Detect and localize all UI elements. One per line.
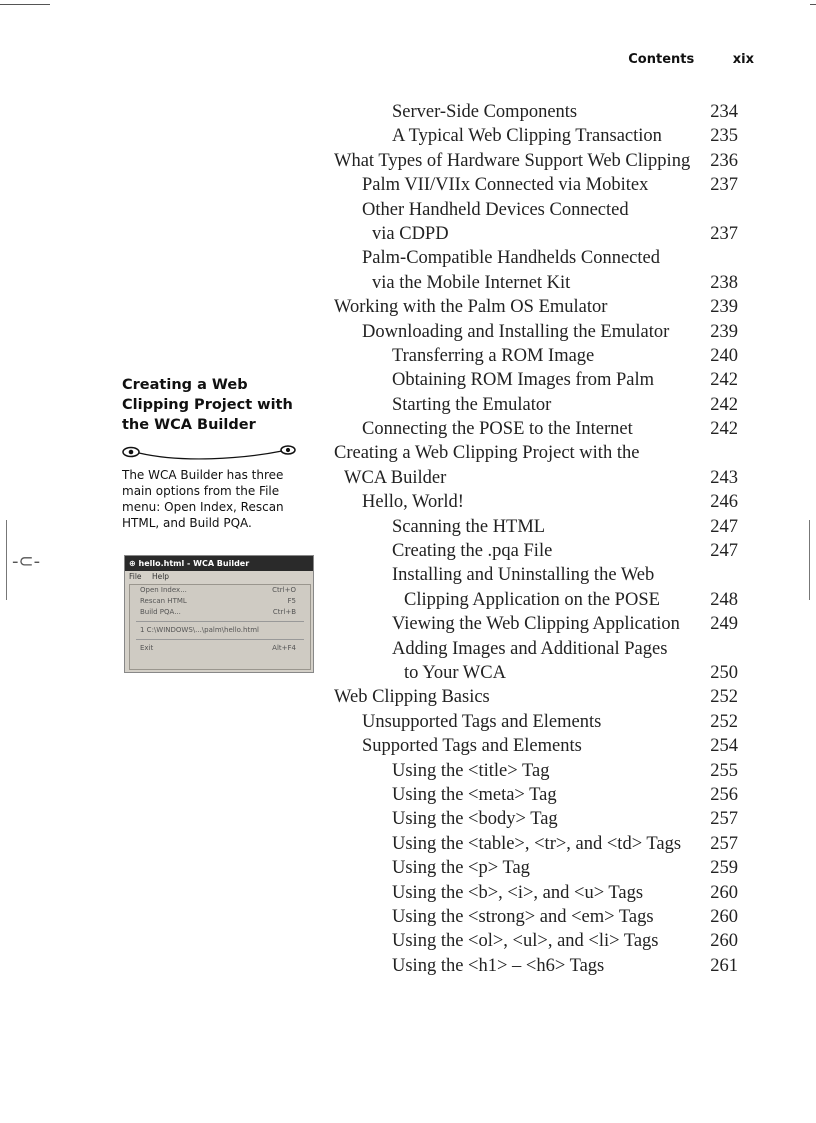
sidebar-title (122, 375, 322, 435)
toc-entry (334, 685, 744, 709)
toc-entry (334, 246, 744, 270)
toc-entry-page: 234 (710, 102, 738, 122)
toc-entry-page: 237 (710, 223, 738, 244)
toc-entry (334, 539, 744, 563)
toc-entry-title: Using the <strong> and <em> Tags (392, 906, 654, 927)
toc-entry (334, 710, 744, 734)
menu-item-label: Rescan HTML (140, 597, 187, 605)
toc-entry-title: via CDPD (372, 223, 449, 244)
sidebar-title-line: Creating a Web (122, 377, 248, 393)
toc-entry-page: 257 (710, 809, 738, 830)
toc-entry-page: 237 (710, 175, 738, 196)
toc-entry-page: 248 (710, 589, 738, 610)
toc-entry-page: 252 (710, 711, 738, 732)
toc-entry-title: Transferring a ROM Image (392, 345, 595, 366)
toc-entry-page: 242 (710, 370, 738, 391)
toc-entry-page: 246 (710, 492, 738, 513)
sidebar-title-line: Clipping Project with (122, 397, 293, 413)
sidebar-text: The WCA Builder has three main options from the File menu: Open Index, Rescan HTML, and Build PQA. (122, 468, 284, 530)
toc-entry-page: 239 (710, 297, 738, 318)
app-icon: ⊕ (129, 559, 139, 568)
menu-item-recent-file (130, 625, 310, 636)
menu-separator (136, 621, 304, 622)
toc-entry-page: 259 (710, 858, 738, 879)
toc-entry-page: 257 (710, 833, 738, 854)
toc-entry (334, 905, 744, 929)
toc-entry (334, 856, 744, 880)
toc-entry (334, 173, 744, 197)
toc-entry (334, 441, 744, 465)
toc-entry-title: Starting the Emulator (392, 394, 552, 415)
toc-entry-page: 236 (710, 150, 738, 171)
toc-entry-title: Palm-Compatible Handhelds Connected (362, 248, 660, 269)
toc-entry-title: Using the <table>, <tr>, and <td> Tags (392, 833, 682, 854)
toc-entry-title: Adding Images and Additional Pages (392, 638, 668, 659)
header-section-title: Contents (628, 52, 695, 67)
toc-entry-page: 243 (710, 467, 738, 488)
toc-entry (334, 588, 744, 612)
toc-entry (334, 832, 744, 856)
toc-entry-page: 260 (710, 906, 738, 927)
toc-entry-page: 238 (710, 272, 738, 293)
toc-entry (334, 271, 744, 295)
menu-item-build-pqa (130, 607, 310, 618)
table-of-contents (334, 100, 744, 978)
menu-item-exit (130, 643, 310, 654)
toc-entry-title: Obtaining ROM Images from Palm (392, 370, 655, 391)
toc-entry (334, 881, 744, 905)
toc-entry-title: Using the <meta> Tag (392, 784, 557, 805)
toc-entry-page: 242 (710, 419, 738, 440)
toc-entry-title: What Types of Hardware Support Web Clipping (334, 150, 691, 171)
toc-entry (334, 295, 744, 319)
toc-entry-title: Using the <body> Tag (392, 809, 558, 830)
toc-entry (334, 466, 744, 490)
toc-entry (334, 320, 744, 344)
menu-item-shortcut: F5 (287, 597, 296, 605)
menu-file: File (129, 572, 142, 581)
crop-mark (809, 520, 810, 600)
menu-item-label: Build PQA... (140, 608, 181, 616)
menu-item-label: 1 C:\WINDOWS\...\palm\hello.html (140, 626, 259, 634)
menu-item-open-index (130, 585, 310, 596)
sidebar-title-line: the WCA Builder (122, 417, 256, 433)
crop-mark (0, 4, 50, 5)
toc-entry (334, 124, 744, 148)
toc-entry-title: Using the <title> Tag (392, 760, 550, 781)
toc-entry (334, 222, 744, 246)
toc-entry-page: 242 (710, 394, 738, 415)
toc-entry-title: Server-Side Components (392, 102, 578, 122)
sidebar-note (122, 375, 322, 543)
toc-entry-page: 260 (710, 931, 738, 952)
toc-entry-page: 260 (710, 882, 738, 903)
toc-entry-title: WCA Builder (344, 467, 447, 488)
toc-entry (334, 734, 744, 758)
toc-entry-title: Viewing the Web Clipping Application (392, 614, 680, 635)
toc-entry-page: 252 (710, 687, 738, 708)
toc-entry-page: 255 (710, 760, 738, 781)
menu-item-label: Exit (140, 644, 154, 652)
menu-item-rescan-html (130, 596, 310, 607)
toc-entry (334, 929, 744, 953)
screenshot-window-title (125, 556, 313, 571)
toc-entry-title: via the Mobile Internet Kit (372, 272, 571, 293)
toc-entry (334, 515, 744, 539)
toc-entry-page: 261 (710, 955, 738, 976)
header-page-number: xix (732, 52, 754, 67)
toc-entry-page: 256 (710, 784, 738, 805)
menu-help: Help (151, 572, 170, 581)
toc-entry-title: to Your WCA (404, 662, 506, 683)
toc-entry-title: Creating the .pqa File (392, 541, 553, 562)
crop-mark (810, 4, 816, 5)
toc-entry (334, 149, 744, 173)
toc-entry (334, 954, 744, 978)
toc-entry-title: Unsupported Tags and Elements (362, 711, 602, 732)
toc-entry-page: 247 (710, 516, 738, 537)
toc-entry-page: 247 (710, 541, 738, 562)
menu-item-shortcut: Ctrl+B (272, 608, 296, 616)
toc-entry (334, 393, 744, 417)
toc-entry-title: Other Handheld Devices Connected (362, 199, 629, 220)
window-title-text: hello.html - WCA Builder (138, 559, 250, 568)
toc-entry (334, 417, 744, 441)
toc-entry-title: Using the <b>, <i>, and <u> Tags (392, 882, 644, 903)
toc-entry-title: Installing and Uninstalling the Web (392, 565, 655, 586)
toc-entry (334, 100, 744, 124)
toc-entry-title: Creating a Web Clipping Project with the (334, 443, 640, 464)
toc-entry (334, 661, 744, 685)
toc-entry-page: 254 (710, 736, 738, 757)
toc-entry-page: 250 (710, 662, 738, 683)
menu-item-shortcut: Alt+F4 (272, 644, 296, 652)
toc-entry (334, 807, 744, 831)
toc-entry-page: 235 (710, 126, 738, 147)
toc-entry-title: Downloading and Installing the Emulator (362, 321, 670, 342)
screenshot-file-menu (129, 584, 311, 670)
toc-entry-title: Working with the Palm OS Emulator (334, 297, 608, 318)
toc-entry (334, 783, 744, 807)
toc-entry (334, 612, 744, 636)
toc-entry-title: Hello, World! (362, 492, 464, 513)
toc-entry (334, 637, 744, 661)
toc-entry-title: Using the <h1> – <h6> Tags (392, 955, 605, 976)
toc-entry-title: Clipping Application on the POSE (404, 589, 660, 610)
toc-entry-title: Palm VII/VIIx Connected via Mobitex (362, 175, 649, 196)
toc-entry (334, 344, 744, 368)
running-header (628, 52, 754, 67)
toc-entry-page: 239 (710, 321, 738, 342)
screenshot-menubar (125, 571, 313, 583)
toc-entry-title: Using the <p> Tag (392, 858, 530, 879)
registration-mark-icon: -⊂- (12, 551, 41, 572)
menu-separator (136, 639, 304, 640)
menu-item-label: Open Index... (140, 586, 187, 594)
toc-entry (334, 368, 744, 392)
toc-entry (334, 759, 744, 783)
menu-item-shortcut: Ctrl+O (272, 586, 296, 594)
toc-entry-title: Web Clipping Basics (334, 687, 490, 708)
toc-entry (334, 563, 744, 587)
toc-entry-page: 249 (710, 614, 738, 635)
toc-entry-title: Connecting the POSE to the Internet (362, 419, 633, 440)
toc-entry-title: Scanning the HTML (392, 516, 546, 537)
eye-divider-icon (122, 443, 302, 463)
toc-entry-page: 240 (710, 345, 738, 366)
wca-builder-screenshot (124, 555, 314, 673)
toc-entry-title: A Typical Web Clipping Transaction (392, 126, 662, 147)
crop-mark (6, 520, 7, 600)
toc-entry-title: Supported Tags and Elements (362, 736, 582, 757)
toc-entry (334, 490, 744, 514)
toc-entry-title: Using the <ol>, <ul>, and <li> Tags (392, 931, 659, 952)
toc-entry (334, 198, 744, 222)
